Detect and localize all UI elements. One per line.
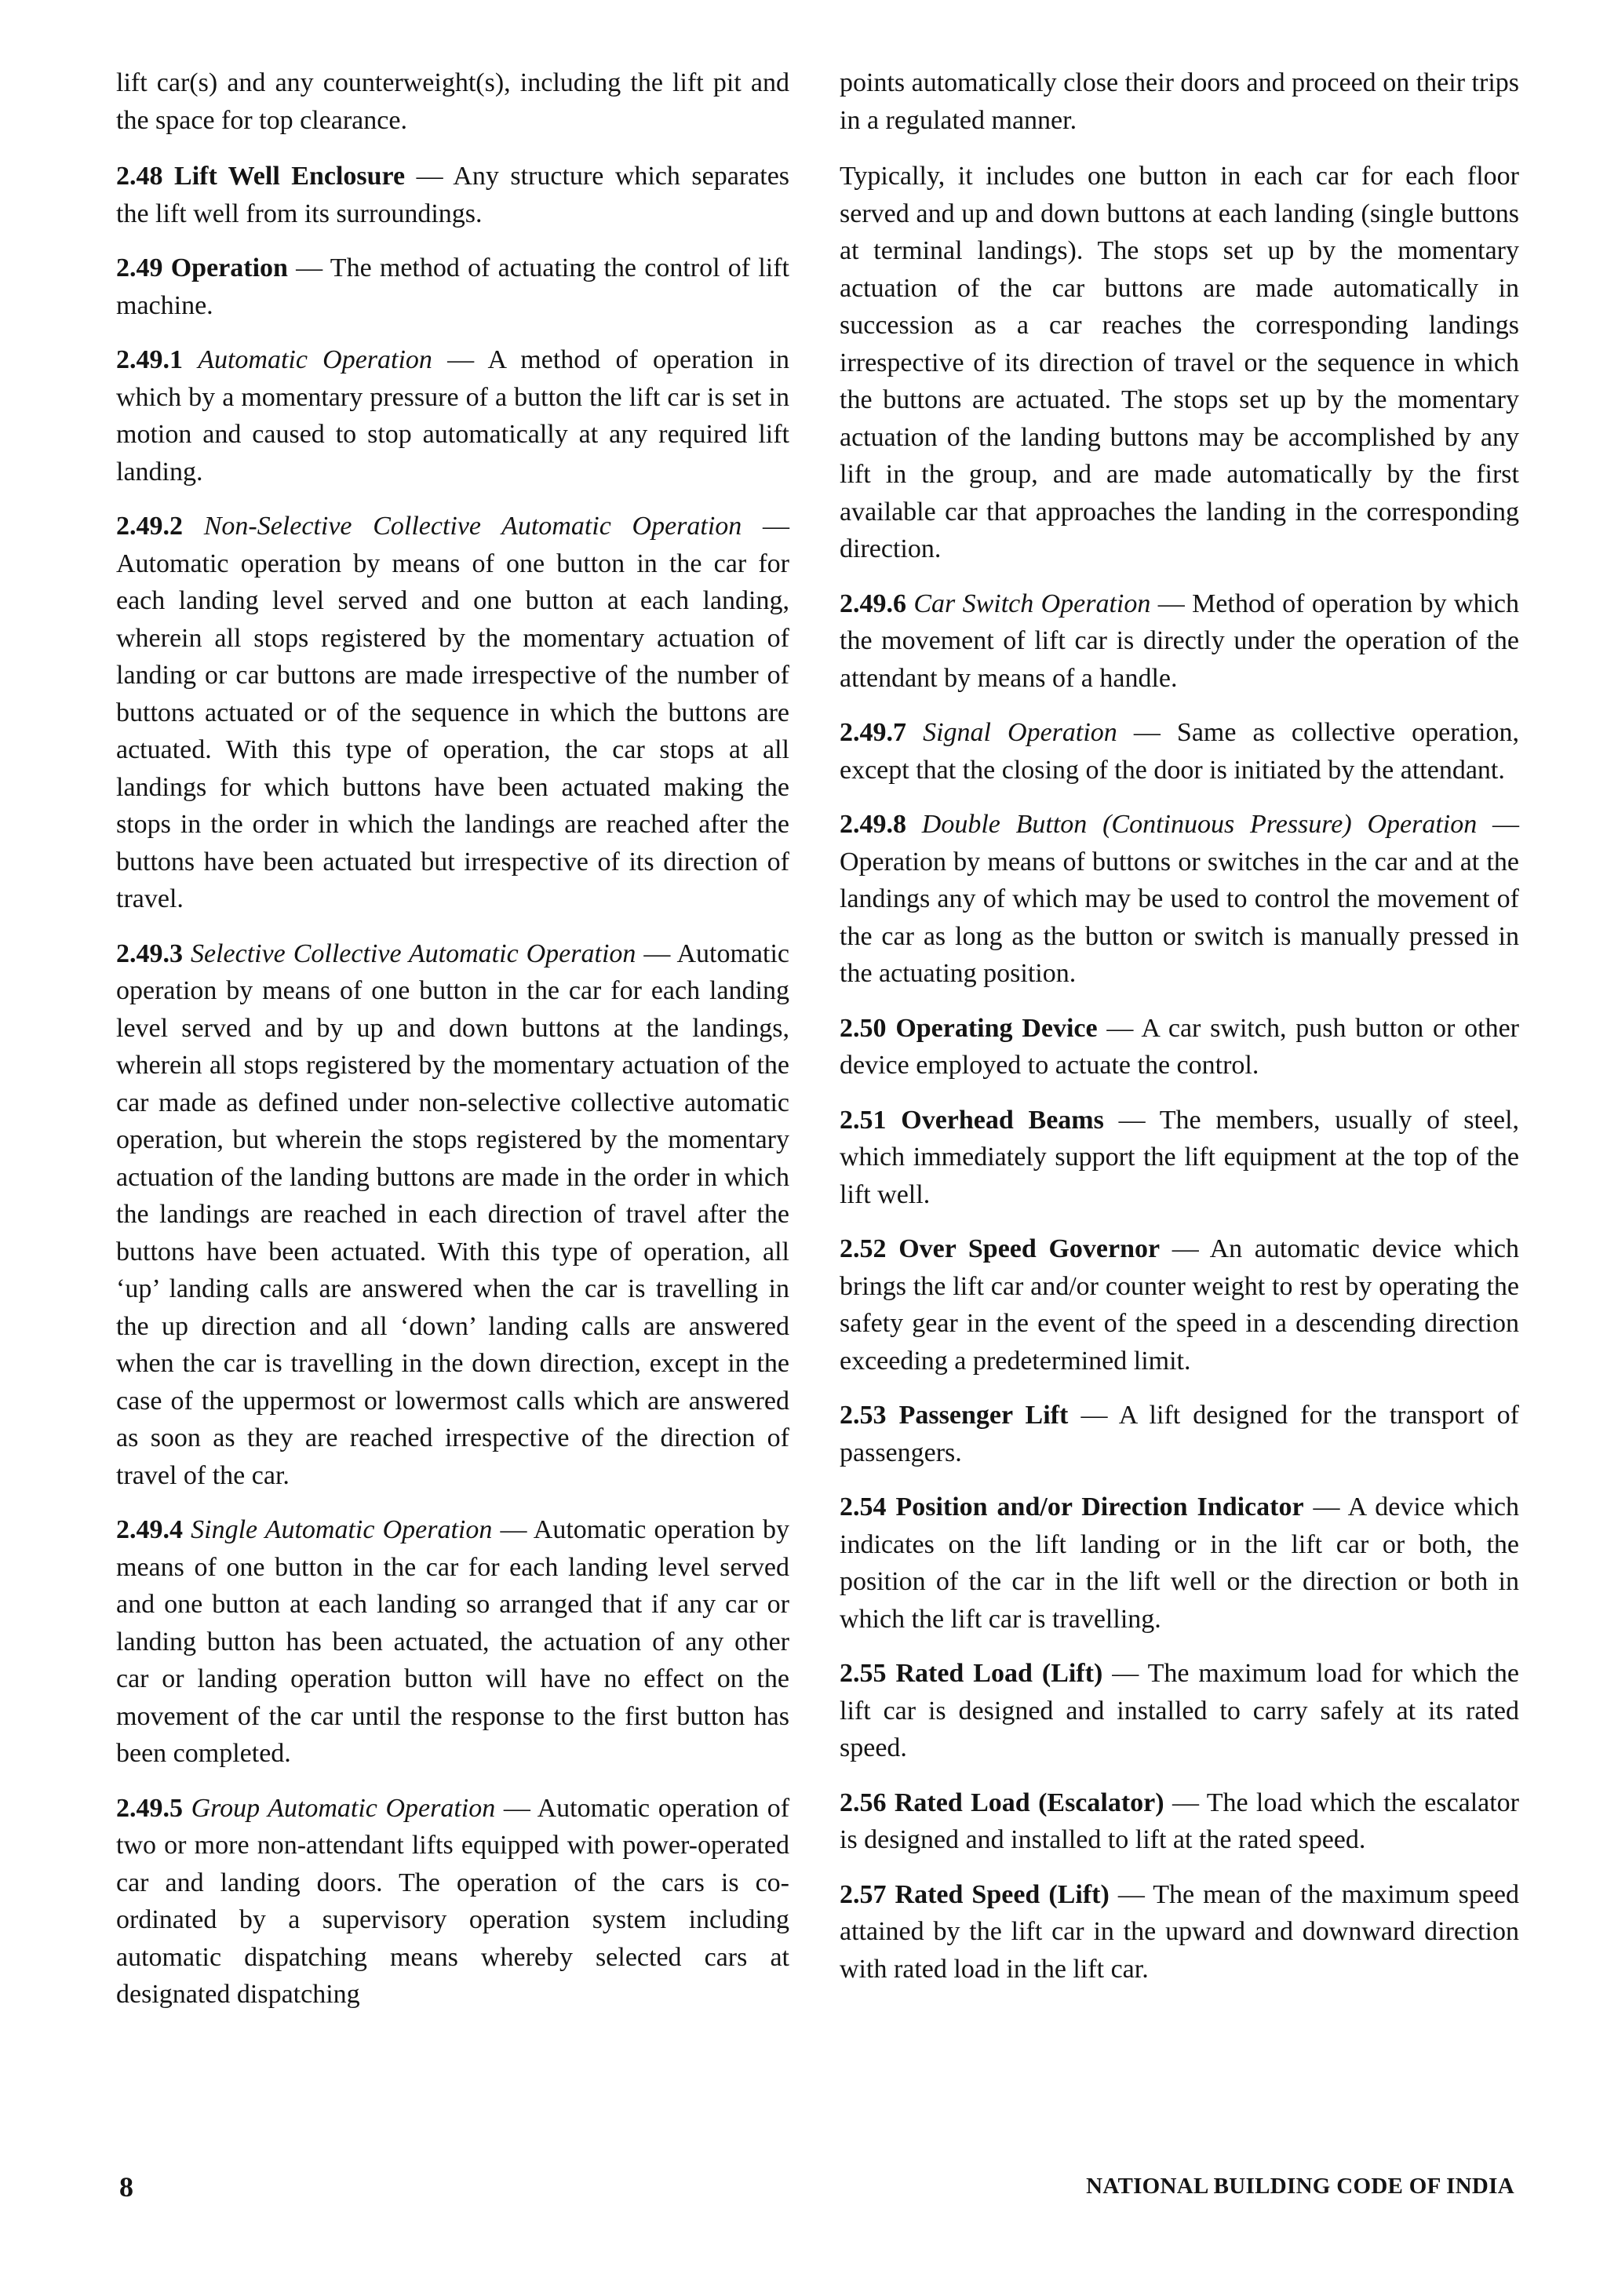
clause-2-49-5 [116, 1790, 789, 2014]
clause-number: 2.49.8 [840, 810, 906, 839]
clause-separator: — [1160, 1234, 1210, 1263]
clause-2-51 [840, 1102, 1519, 1214]
clause-2-49-1 [116, 341, 789, 490]
clause-2-49-6 [840, 585, 1519, 698]
clause-number: 2.54 [840, 1492, 887, 1522]
running-title: NATIONAL BUILDING CODE OF INDIA [1086, 2174, 1514, 2199]
right-column [840, 64, 1519, 2005]
clause-term: Lift Well Enclosure [174, 162, 406, 191]
clause-number: 2.49.5 [116, 1793, 183, 1823]
clause-term: Selective Collective Automatic Operation [190, 938, 636, 968]
clause-2-50 [840, 1010, 1519, 1084]
clause-separator: — [1103, 1105, 1160, 1135]
clause-number: 2.57 [840, 1879, 887, 1909]
clause-text: Automatic operation by means of one button in the car for each landing level served and one button at each landing so arranged that if any car or landing button has been actuated, the actuation of any other car or landing operation button will have no effect on the movement of the car until the response to the first button has been completed. [116, 1515, 790, 1768]
clause-text: Any structure which separates the lift well from its surroundings. [116, 162, 790, 228]
clause-term: Over Speed Governor [898, 1234, 1161, 1263]
clause-number: 2.55 [840, 1659, 887, 1688]
clause-text: A lift designed for the transport of passengers. [840, 1401, 1520, 1467]
clause-2-55 [840, 1655, 1519, 1767]
clause-number: 2.49.7 [840, 718, 906, 747]
page-number: 8 [119, 2171, 133, 2203]
clause-separator: — [405, 162, 454, 191]
clause-text: Method of operation by which the movement of lift car is directly under the operation of the attendant by means of a handle. [840, 589, 1520, 693]
clause-number: 2.53 [840, 1401, 887, 1430]
clause-text: Automatic operation by means of one button in the car for each landing level served and by up and down buttons at the landings, wherein all stops registered by the momentary actuation of the car made as defined under non-selective collective automatic operation, but wherein the stops registered by the momentary actuation of the landing buttons are made in the order in which the landings are reached in each direction of travel after the buttons have been actuated. With this type of operation, all ‘up’ landing calls are answered when the car is travelling in the up direction and all ‘down’ landing calls are answered when the car is travelling in the down direction, except in the case of the uppermost or lowermost calls which are answered as soon as they are reached irrespective of the direction of travel of the car. [116, 938, 789, 1490]
clause-text: The members, usually of steel, which immediately support the lift equipment at the top of the lift well. [840, 1105, 1520, 1209]
clause-number: 2.52 [840, 1234, 887, 1263]
clause-separator: — [495, 1793, 537, 1823]
clause-2-54 [840, 1489, 1519, 1638]
clause-separator: — [492, 1515, 534, 1544]
clause-separator: — [432, 345, 488, 374]
clause-text: A car switch, push button or other device employed to actuate the control. [840, 1013, 1519, 1080]
clause-2-53 [840, 1397, 1519, 1471]
clause-separator: — [1150, 589, 1193, 618]
clause-number: 2.49.4 [116, 1515, 183, 1544]
continued-paragraph-typically: Typically, it includes one button in each car for each floor served and up and down buttons at each landing (single buttons at terminal landings). The stops set up by the momentary actuation of the car buttons are made automatically in succession as a car reaches the corresponding landings irrespective of its direction of travel or the sequence in which the buttons are actuated. The stops set up by the momentary actuation of the landing buttons may be accomplished by any lift in the group, and are made automatically by the first available car that approaches the landing in the corresponding direction. [840, 162, 1519, 563]
clause-text: The method of actuating the control of lift machine. [116, 253, 789, 320]
clause-2-49-3 [116, 935, 789, 1495]
clause-separator: — [1109, 1879, 1153, 1909]
clause-term: Overhead Beams [901, 1105, 1104, 1135]
clause-term: Rated Speed (Lift) [895, 1879, 1110, 1909]
clause-number: 2.56 [840, 1788, 887, 1817]
clause-term: Single Automatic Operation [191, 1515, 493, 1544]
clause-term: Car Switch Operation [913, 589, 1151, 618]
clause-text: The maximum load for which the lift car is designed and installed to carry safely at its rated speed. [840, 1659, 1519, 1762]
clause-term: Automatic Operation [198, 345, 432, 374]
clause-term: Rated Load (Lift) [895, 1659, 1103, 1688]
clause-2-49-2 [116, 508, 789, 918]
clause-term: Rated Load (Escalator) [894, 1788, 1164, 1817]
clause-text: A method of operation in which by a momentary pressure of a button the lift car is set in motion and caused to stop automatically at any required lift landing. [116, 345, 790, 487]
clause-term: Operating Device [895, 1013, 1098, 1043]
clause-text: Operation by means of buttons or switches in the car and at the landings any of which may be used to control the movement of the car as long as the button or switch is manually pressed in the actuating position. [840, 847, 1519, 988]
clause-number: 2.49.3 [116, 938, 183, 968]
clause-2-48 [116, 158, 789, 232]
continued-paragraph: points automatically close their doors and proceed on their trips in a regulated manner. [840, 68, 1519, 135]
clause-term: Double Button (Continuous Pressure) Operation [921, 810, 1478, 839]
clause-text: An automatic device which brings the lift car and/or counter weight to rest by operating the safety gear in the event of the speed in a descending direction exceeding a predetermined limit. [840, 1234, 1520, 1376]
clause-separator: — [1164, 1788, 1207, 1817]
clause-2-49 [116, 250, 789, 324]
clause-number: 2.50 [840, 1013, 887, 1043]
clause-separator: — [636, 938, 677, 968]
clause-number: 2.49.1 [116, 345, 183, 374]
clause-term: Passenger Lift [898, 1401, 1069, 1430]
clause-separator: — [287, 253, 330, 282]
left-column [116, 64, 789, 2031]
clause-2-49-7 [840, 714, 1519, 789]
clause-text: The mean of the maximum speed attained by the lift car in the upward and downward direction with rated load in the lift car. [840, 1879, 1520, 1984]
clause-term: Non-Selective Collective Automatic Operation [203, 512, 742, 541]
clause-term: Signal Operation [923, 718, 1117, 747]
clause-2-49-8 [840, 806, 1519, 993]
clause-number: 2.48 [116, 162, 163, 191]
clause-2-52 [840, 1230, 1519, 1379]
clause-number: 2.49.6 [840, 589, 906, 618]
clause-text: Automatic operation of two or more non-attendant lifts equipped with power-operated car and landing doors. The operation of the cars is co-ordinated by a supervisory operation system including automatic dispatching means whereby selected cars at designated dispatching [116, 1793, 790, 2009]
clause-2-57 [840, 1876, 1519, 1988]
clause-2-49-4 [116, 1511, 789, 1773]
clause-number: 2.49.2 [116, 512, 183, 541]
clause-term: Position and/or Direction Indicator [895, 1492, 1304, 1522]
clause-number: 2.49 [116, 253, 163, 282]
clause-number: 2.51 [840, 1105, 887, 1135]
clause-separator: — [1477, 810, 1519, 839]
continued-paragraph: lift car(s) and any counterweight(s), including the lift pit and the space for top clearance. [116, 68, 789, 135]
clause-text: Same as collective operation, except that the closing of the door is initiated by the attendant. [840, 718, 1520, 785]
clause-separator: — [1303, 1492, 1348, 1522]
clause-separator: — [1068, 1401, 1119, 1430]
clause-separator: — [1097, 1013, 1142, 1043]
clause-separator: — [1117, 718, 1177, 747]
clause-term: Operation [170, 253, 288, 282]
clause-text: The load which the escalator is designed and installed to lift at the rated speed. [840, 1788, 1520, 1854]
clause-term: Group Automatic Operation [191, 1793, 496, 1823]
clause-separator: — [1102, 1659, 1148, 1688]
clause-2-56 [840, 1784, 1519, 1859]
clause-text: A device which indicates on the lift landing or in the lift car or both, the position of the car in the lift well or the direction or both in which the lift car is travelling. [840, 1492, 1519, 1634]
clause-text: Automatic operation by means of one button in the car for each landing level served and one button at each landing, wherein all stops registered by the momentary actuation of landing or car buttons are made irrespective of the number of buttons actuated or of the sequence in which the buttons are actuated. With this type of operation, the car stops at all landings for which buttons have been actuated making the stops in the order in which the landings are reached after the buttons have been actuated but irrespective of its direction of travel. [116, 548, 789, 913]
clause-separator: — [742, 512, 790, 541]
